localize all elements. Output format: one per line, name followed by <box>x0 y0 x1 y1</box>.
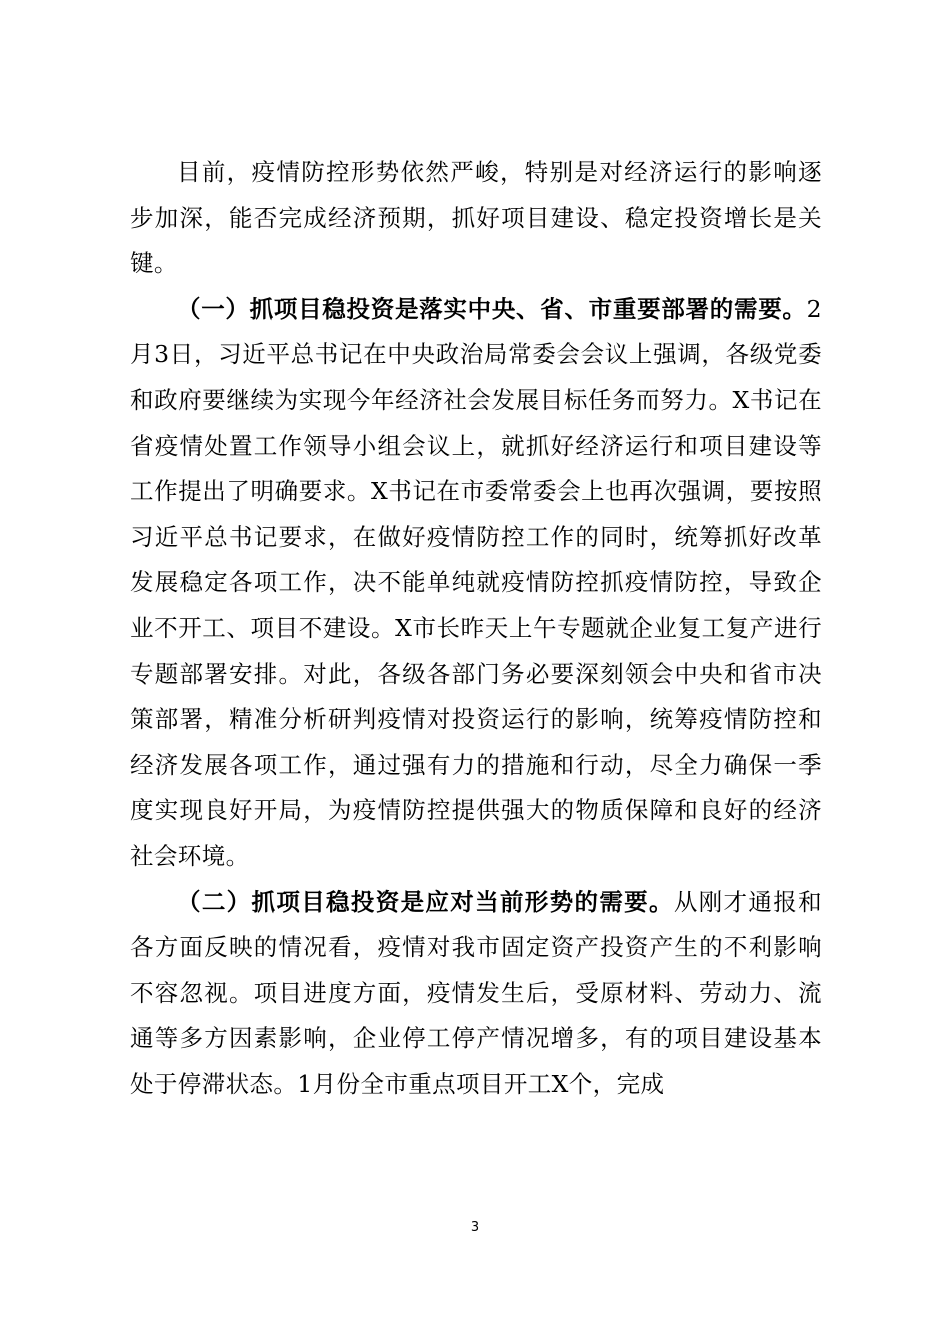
paragraph-text: 2月3日，习近平总书记在中央政治局常委会会议上强调，各级党委和政府要继续为实现今年经济社会发展目标任务而努力。X书记在省疫情处置工作领导小组会议上，就抓好经济运行和项目建设等工作提出了明确要求。X书记在市委常委会上也再次强调，要按照习近平总书记要求，在做好疫情防控工作的同时，统筹抓好改革发展稳定各项工作，决不能单纯就疫情防控抓疫情防控，导致企业不开工、项目不建设。X市长昨天上午专题就企业复工复产进行专题部署安排。对此，各级各部门务必要深刻领会中央和省市决策部署，精准分析研判疫情对投资运行的影响，统筹疫情防控和经济发展各项工作，通过强有力的措施和行动，尽全力确保一季度实现良好开局，为疫情防控提供强大的物质保障和良好的经济社会环境。 <box>130 294 822 870</box>
page-number: 3 <box>470 1220 480 1235</box>
paragraph-text: 从刚才通报和各方面反映的情况看，疫情对我市固定资产投资产生的不利影响不容忽视。项目进度方面，疫情发生后，受原材料、劳动力、流通等多方因素影响，企业停工停产情况增多，有的项目建设基本处于停滞状态。1月份全市重点项目开工X个，完成 <box>130 887 822 1098</box>
paragraph-section-two <box>130 880 822 1108</box>
paragraph-text: 目前，疫情防控形势依然严峻，特别是对经济运行的影响逐步加深，能否完成经济预期，抓好项目建设、稳定投资增长是关键。 <box>130 158 822 278</box>
section-heading: （一）抓项目稳投资是落实中央、省、市重要部署的需要。 <box>177 294 807 323</box>
section-heading: （二）抓项目稳投资是应对当前形势的需要。 <box>177 887 674 916</box>
paragraph-section-one <box>130 287 822 880</box>
paragraph-intro <box>130 150 822 287</box>
document-body <box>130 150 822 1107</box>
